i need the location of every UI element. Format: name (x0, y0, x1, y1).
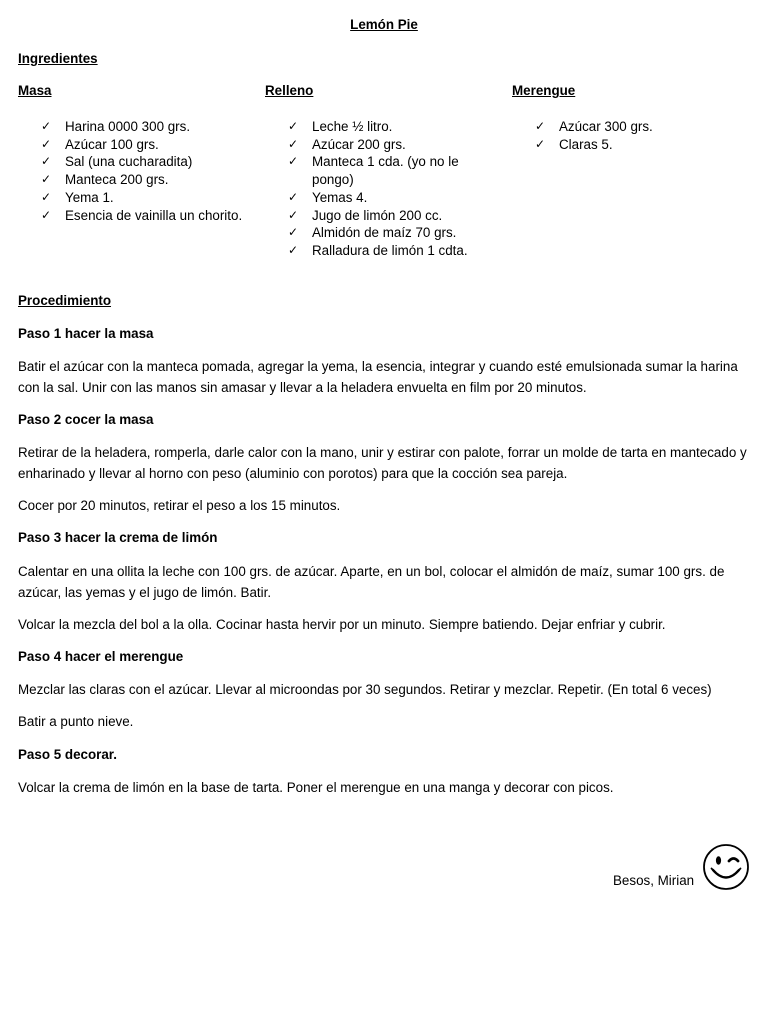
step-3-text-2: Volcar la mezcla del bol a la olla. Cocinar hasta hervir por un minuto. Siempre batiendo. Dejar enfriar y cubrir. (18, 617, 666, 632)
checkmark-icon: ✓ (288, 242, 299, 257)
list-item: ✓ Claras 5. (535, 136, 613, 152)
list-item: ✓ Azúcar 200 grs. (288, 136, 406, 152)
relleno-list (288, 118, 468, 260)
signature: Besos, Mirian (613, 873, 695, 888)
list-item: ✓ Almidón de maíz 70 grs. (288, 225, 457, 241)
ingredients-heading: Ingredientes (18, 51, 98, 66)
list-item: ✓ Manteca 200 grs. (41, 172, 169, 188)
step-1-title: Paso 1 hacer la masa (18, 326, 154, 341)
checkmark-icon: ✓ (41, 136, 52, 151)
checkmark-icon: ✓ (535, 136, 546, 151)
masa-heading: Masa (18, 83, 52, 98)
checkmark-icon: ✓ (288, 154, 299, 169)
step-2-text-2: Cocer por 20 minutos, retirar el peso a los 15 minutos. (18, 498, 341, 513)
checkmark-icon: ✓ (288, 136, 299, 151)
list-item: ✓ Yema 1. (41, 189, 114, 205)
step-1-text: Batir el azúcar con la manteca pomada, agregar la yema, la esencia, integrar y cuando esté emulsionada sumar la harina con la sal. Unir con las manos sin amasar y llevar a la heladera envuelta en film por 20 minutos. (18, 359, 738, 395)
checkmark-icon: ✓ (288, 119, 299, 133)
checkmark-icon: ✓ (41, 172, 52, 187)
merengue-list (535, 118, 755, 153)
step-5-text: Volcar la crema de limón en la base de tarta. Poner el merengue en una manga y decorar con picos. (18, 780, 614, 795)
relleno-heading: Relleno (265, 83, 314, 98)
checkmark-icon: ✓ (41, 189, 52, 204)
checkmark-icon: ✓ (288, 189, 299, 204)
list-item: ✓ Jugo de limón 200 cc. (288, 207, 443, 223)
merengue-heading: Merengue (512, 83, 576, 98)
checkmark-icon: ✓ (41, 207, 52, 222)
masa-list (41, 118, 261, 224)
checkmark-icon: ✓ (535, 119, 546, 133)
winking-smiley-icon (702, 843, 750, 891)
checkmark-icon: ✓ (41, 154, 52, 169)
list-item: ✓ Harina 0000 300 grs. (41, 119, 191, 134)
step-2-title: Paso 2 cocer la masa (18, 412, 154, 427)
checkmark-icon: ✓ (288, 225, 299, 240)
step-2-text: Retirar de la heladera, romperla, darle calor con la mano, unir y estirar con palote, forrar un molde de tarta en mantecado y enharinado y llevar al horno con peso (aluminio con porotos) para que la cocción sea pareja. (18, 445, 747, 481)
checkmark-icon: ✓ (41, 119, 52, 133)
page-title: Lemón Pie (350, 17, 418, 32)
step-4-text: Mezclar las claras con el azúcar. Llevar al microondas por 30 segundos. Retirar y mezclar. Repetir. (En total 6 veces) (18, 682, 712, 697)
list-item: ✓ Ralladura de limón 1 cdta. (288, 242, 468, 258)
list-item: ✓ Yemas 4. (288, 189, 368, 205)
procedure-heading: Procedimiento (18, 293, 112, 308)
step-3-title: Paso 3 hacer la crema de limón (18, 530, 218, 545)
list-item: ✓ Sal (una cucharadita) (41, 154, 193, 170)
list-item: ✓ Azúcar 300 grs. (535, 119, 653, 134)
step-5-title: Paso 5 decorar. (18, 747, 117, 762)
list-item: ✓ Leche ½ litro. (288, 119, 393, 134)
list-item: ✓ Manteca 1 cda. (yo no le pongo) (288, 154, 459, 188)
step-4-title: Paso 4 hacer el merengue (18, 649, 184, 664)
checkmark-icon: ✓ (288, 207, 299, 222)
list-item: ✓ Azúcar 100 grs. (41, 136, 159, 152)
list-item: ✓ Esencia de vainilla un chorito. (41, 207, 243, 223)
step-3-text: Calentar en una ollita la leche con 100 grs. de azúcar. Aparte, en un bol, colocar el almidón de maíz, sumar 100 grs. de azúcar, las yemas y el jugo de limón. Batir. (18, 564, 725, 600)
step-4-text-2: Batir a punto nieve. (18, 714, 134, 729)
